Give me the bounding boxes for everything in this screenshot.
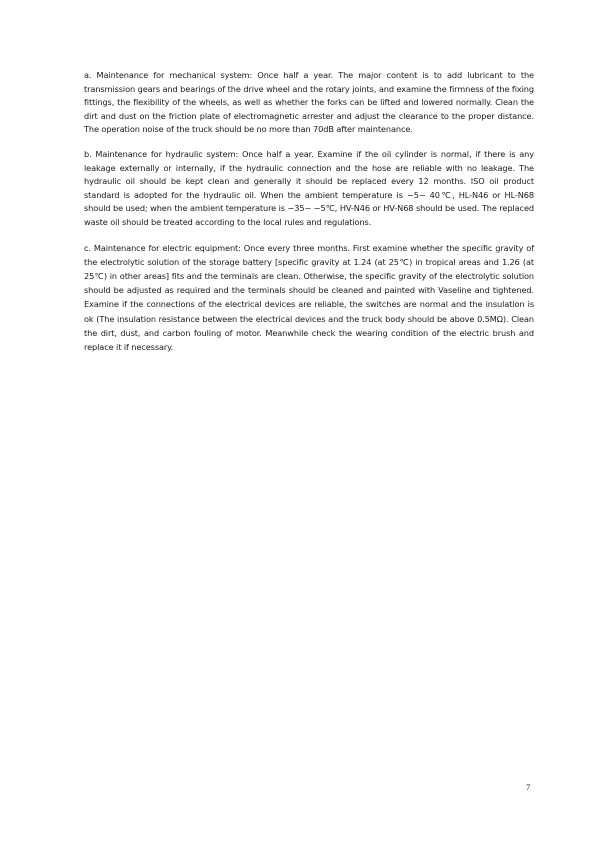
paragraph-hydraulic-maintenance: b. Maintenance for hydraulic system: Once half a year. Examine if the oil cylinder is normal, if there is any leakage externally or internally, if the hydraulic connection and the hose are reliable with no leakage. The hydraulic oil should be kept clean and generally it should be replaced every 12 months. ISO oil product standard is adopted for the hydraulic oil. When the ambient temperature is −5~ 40℃, HL-N46 or HL-N68 should be used; when the ambient temperature is −35~ −5℃, HV-N46 or HV-N68 should be used. The replaced waste oil should be treated according to the local rules and regulations. [84, 148, 534, 227]
page-number: 7 [526, 782, 531, 792]
paragraph-mechanical-maintenance: a. Maintenance for mechanical system: Once half a year. The major content is to add lubricant to the transmission gears and bearings of the drive wheel and the rotary joints, and examine the firmness of the fixing fittings, the flexibility of the wheels, as well as whether the forks can be lifted and lowered normally. Clean the dirt and dust on the friction plate of electromagnetic arrester and adjust the clearance to the proper distance. The operation noise of the truck should be no more than 70dB after maintenance. [84, 70, 534, 135]
page-body [84, 69, 534, 365]
paragraph-electric-maintenance: c. Maintenance for electric equipment: Once every three months. First examine whether the specific gravity of the electrolytic solution of the storage battery [specific gravity at 1.24 (at 25℃) in tropical areas and 1.26 (at 25℃) in other areas] fits and the terminals are clean. Otherwise, the specific gravity of the electrolytic solution should be adjusted as required and the terminals should be cleaned and painted with Vaseline and tightened. Examine if the connections of the electrical devices are reliable, the switches are normal and the insulation is ok (The insulation resistance between the electrical devices and the truck body should be above 0.5MΩ). Clean the dirt, dust, and carbon fouling of motor. Meanwhile check the wearing condition of the electric brush and replace it if necessary. [84, 242, 534, 352]
